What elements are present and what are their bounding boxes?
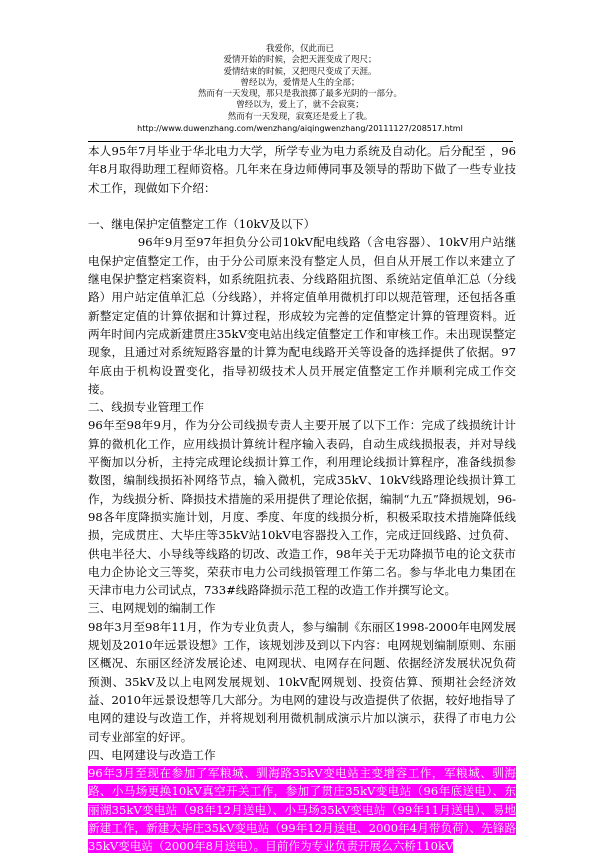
- section-4-paragraph: [88, 764, 516, 855]
- section-1-paragraph: 96年9月至97年担负分公司10kV配电线路（含电容器）、10kV用户站继电保护定值整定工作，由于分公司原来没有整定人员，但自从开展工作以来建立了继电保护整定档案资料，如系统阻抗表、分线路阻抗图、系统站定值单汇总（分线路）用户站定值单汇总（分线路），并将定值单用微机打印以规范管理，还包括各重新整定定值的计算依据和计算过程，形成较为完善的定值整定计算的管理资料。近两年时间内完成新建贯庄35kV变电站出线定值整定工作和审核工作。未出现误整定现象，且通过对系统短路容量的计算为配电线路开关等设备的选择提供了依据。97年底由于机构设置变化，指导初级技术人员开展定值整定工作并顺利完成工作交接。: [88, 235, 516, 396]
- poem-line: 然而有一天发现，寂寞还是爱上了我。: [227, 111, 373, 122]
- section-3-paragraph: 98年3月至98年11月，作为专业负责人，参与编制《东丽区1998-2000年电网发展规划及2010年远景设想》工作，该规划涉及到以下内容：电网规划编制原则、东丽区概况、东丽区经济发展论述、电网现状、电网存在问题、依据经济发展状况负荷预测、35kV及以上电网发展规划、10kV配网规划、投资估算、预期社会经济效益、2010年远景设想等几大部分。为电网的建设与改造提供了依据，较好地指导了电网的建设与改造工作，并将规划利用微机制成演示片加以演示，获得了市电力公司专业部室的好评。: [88, 619, 516, 744]
- document-body: [88, 142, 516, 856]
- poem-line: 曾经以为，爱上了，就不会寂寞；: [236, 100, 364, 111]
- section-2-paragraph: 96年至98年9月，作为分公司线损专责人主要开展了以下工作：完成了线损统计计算的微机化工作，应用线损计算统计程序输入表码，自动生成线损报表，并对导线平衡加以分析，主持完成理论线损计算工作，利用理论线损计算程序，准备线损参数图，编制线损拓补网络节点，输入微机，完成35kV、10kV线路理论线损计算工作，为线损分析、降损技术措施的采用提供了理论依据，编制“九五”降损规划，96-98各年度降损实施计划，月度、季度、年度的线损分析，积极采取技术措施降低线损，完成贯庄、大毕庄等35kV站10kV电容器投入工作，完成迂回线路、过负荷、供电半径大、小导线等线路的切改、改造工作，98年关于无功降损节电的论文获市电力企协论文三等奖，荣获市电力公司线损管理工作第二名。参与华北电力集团在天津市电力公司试点，733#线路降损示范工程的改造工作并撰写论文。: [88, 418, 516, 598]
- intro-paragraph: 本人95年7月毕业于华北电力大学，所学专业为电力系统及自动化。后分配至 ，96年8月取得助理工程师资格。几年来在身边师傅同事及领导的帮助下做了一些专业技术工作，现做如下介绍：: [88, 144, 516, 195]
- poem-line: 曾经以为，爱情是人生的全部；: [240, 77, 360, 88]
- poem-line: 爱情结束的时候，又把咫尺变成了天涯。: [223, 66, 377, 77]
- section-1-title: 一、继电保护定值整定工作（10kV及以下）: [88, 217, 316, 232]
- poem-header: [0, 44, 600, 134]
- poem-title: 我爱你，仅此而已: [265, 44, 334, 54]
- highlighted-text: 96年3月至现在参加了军粮城、驯海路35kV变电站主变增容工作，军粮城、驯海路、小马场更换10kV真空开关工作，参加了贯庄35kV变电站（96年底送电）、东丽湖35kV变电站（98年12月送电）、小马场35kV变电站（99年11月送电）、易地新建工作，新建大毕庄35kV变电站（99年12月送电、2000年4月带负荷）、先锋路35kV变电站（2000年8月送电）。目前作为专业负责开展么六桥110kV: [88, 766, 516, 854]
- section-4-title: 四、电网建设与改造工作: [88, 747, 216, 762]
- poem-line: 爱情开始的时候，会把天涯变成了咫尺；: [223, 55, 377, 66]
- section-2-title: 二、线损专业管理工作: [88, 400, 204, 415]
- source-url[interactable]: http://www.duwenzhang.com/wenzhang/aiqingwenzhang/20111127/208517.html: [137, 124, 463, 134]
- blank-line: [88, 197, 516, 215]
- section-3-title: 三、电网规划的编制工作: [88, 601, 216, 616]
- poem-line: 然而有一天发现，那只是我浪掷了最多光阴的一部分。: [197, 89, 402, 100]
